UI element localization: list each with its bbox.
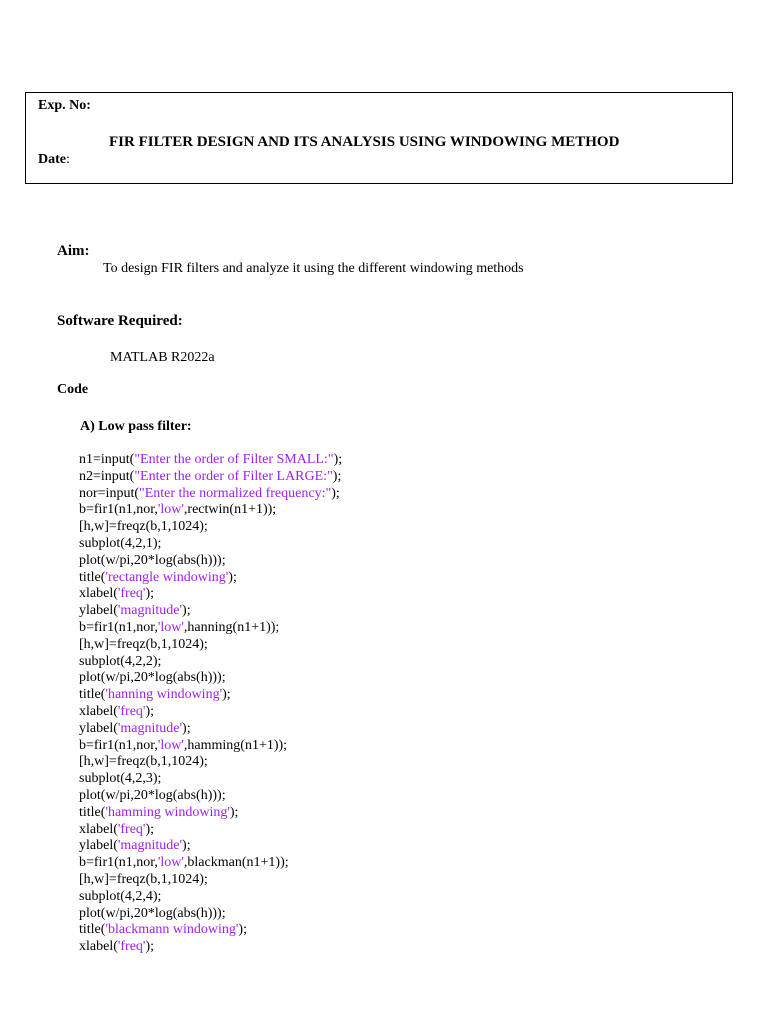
code-text: ,hamming(n1+1)); (183, 737, 288, 753)
code-string-literal: "Enter the order of Filter SMALL:" (134, 452, 334, 467)
code-text: [h,w]=freqz(b,1,1024); (79, 871, 208, 887)
code-string-literal: 'freq' (117, 703, 146, 719)
code-string-literal: 'freq' (117, 939, 146, 955)
code-line (79, 771, 342, 788)
low-pass-filter-subheading: A) Low pass filter: (80, 419, 192, 434)
code-text: ); (182, 603, 191, 619)
code-text: ,blackman(n1+1)); (183, 855, 289, 871)
code-text: subplot(4,2,3); (79, 771, 162, 787)
code-string-literal: 'freq' (117, 586, 146, 602)
code-text: ylabel( (79, 838, 118, 854)
code-text: xlabel( (79, 586, 118, 602)
code-text: plot(w/pi,20*log(abs(h))); (79, 552, 226, 568)
code-text: [h,w]=freqz(b,1,1024); (79, 519, 208, 535)
code-text: ); (145, 939, 155, 955)
code-text: ylabel( (79, 720, 118, 736)
code-line (79, 502, 342, 519)
code-text: plot(w/pi,20*log(abs(h))); (79, 905, 226, 921)
code-line (79, 536, 342, 553)
matlab-code-block (79, 452, 342, 956)
code-string-literal: 'low' (157, 855, 184, 871)
code-line (79, 586, 342, 603)
code-string-literal: 'hanning windowing' (105, 687, 223, 703)
code-text: subplot(4,2,1); (79, 535, 162, 551)
code-string-literal: 'magnitude' (117, 720, 183, 736)
code-line (79, 670, 342, 687)
code-text: [h,w]=freqz(b,1,1024); (79, 636, 208, 652)
code-text: ); (182, 720, 191, 736)
software-name: MATLAB R2022a (110, 350, 215, 365)
code-text: ); (331, 485, 340, 501)
code-text: title( (79, 922, 106, 938)
code-line (79, 872, 342, 889)
code-text: b=fir1(n1,nor, (79, 737, 158, 753)
code-text: b=fir1(n1,nor, (79, 855, 158, 871)
code-text: ); (222, 687, 231, 703)
code-line (79, 889, 342, 906)
code-line (79, 738, 342, 755)
code-string-literal: "Enter the order of Filter LARGE:" (134, 468, 333, 484)
code-string-literal: "Enter the normalized frequency:" (139, 485, 332, 501)
code-line (79, 637, 342, 654)
code-line (79, 805, 342, 822)
code-text: subplot(4,2,2); (79, 653, 162, 669)
code-heading: Code (57, 382, 89, 397)
code-line (79, 754, 342, 771)
code-line (79, 939, 342, 956)
code-line (79, 469, 342, 486)
code-line (79, 704, 342, 721)
exp-no-label: Exp. No: (38, 98, 91, 113)
code-text: plot(w/pi,20*log(abs(h))); (79, 670, 226, 686)
code-text: b=fir1(n1,nor, (79, 619, 158, 635)
code-text: b=fir1(n1,nor, (79, 502, 158, 518)
code-text: xlabel( (79, 939, 118, 955)
code-line (79, 687, 342, 704)
code-string-literal: 'hamming windowing' (105, 804, 230, 820)
code-text: title( (79, 804, 106, 820)
code-text: ); (145, 703, 155, 719)
code-text: xlabel( (79, 821, 118, 837)
code-text: plot(w/pi,20*log(abs(h))); (79, 787, 226, 803)
code-string-literal: 'rectangle windowing' (105, 569, 229, 585)
code-text: ); (238, 922, 247, 938)
code-string-literal: 'low' (157, 502, 184, 518)
code-text: ); (229, 804, 239, 820)
code-text: ylabel( (79, 603, 118, 619)
code-text: ); (228, 569, 237, 585)
code-text: n2=input( (79, 468, 135, 484)
code-text: ,rectwin(n1+1)); (183, 502, 277, 518)
code-string-literal: 'magnitude' (117, 838, 183, 854)
code-text: ); (145, 586, 155, 602)
code-line (79, 922, 342, 939)
code-text: n1=input( (79, 452, 135, 467)
code-line (79, 788, 342, 805)
code-line (79, 452, 342, 469)
code-line (79, 838, 342, 855)
code-line (79, 654, 342, 671)
code-line (79, 570, 342, 587)
software-required-heading: Software Required: (57, 313, 183, 329)
aim-text: To design FIR filters and analyze it using the different windowing methods (103, 261, 524, 276)
code-line (79, 721, 342, 738)
code-line (79, 519, 342, 536)
date-label: Date (38, 152, 66, 167)
code-text: nor=input( (79, 485, 139, 501)
code-string-literal: 'low' (157, 737, 184, 753)
code-string-literal: 'magnitude' (117, 603, 183, 619)
code-text: ); (332, 468, 342, 484)
code-text: ,hanning(n1+1)); (183, 619, 280, 635)
aim-heading: Aim: (57, 243, 90, 259)
code-line (79, 822, 342, 839)
code-string-literal: 'freq' (117, 821, 146, 837)
code-text: subplot(4,2,4); (79, 888, 162, 904)
code-line (79, 620, 342, 637)
code-text: title( (79, 569, 106, 585)
date-colon: : (66, 152, 70, 167)
code-text: xlabel( (79, 703, 118, 719)
document-title: FIR FILTER DESIGN AND ITS ANALYSIS USING WINDOWING METHOD (109, 134, 620, 150)
code-line (79, 906, 342, 923)
code-text: [h,w]=freqz(b,1,1024); (79, 754, 208, 770)
experiment-header-box (25, 92, 733, 184)
code-line (79, 486, 342, 503)
code-text: ); (333, 452, 343, 467)
code-string-literal: 'low' (157, 619, 184, 635)
code-line (79, 855, 342, 872)
code-line (79, 553, 342, 570)
code-line (79, 603, 342, 620)
code-text: ); (182, 838, 191, 854)
code-text: ); (145, 821, 155, 837)
code-text: title( (79, 687, 106, 703)
code-string-literal: 'blackmann windowing' (105, 922, 239, 938)
date-field (38, 152, 70, 168)
